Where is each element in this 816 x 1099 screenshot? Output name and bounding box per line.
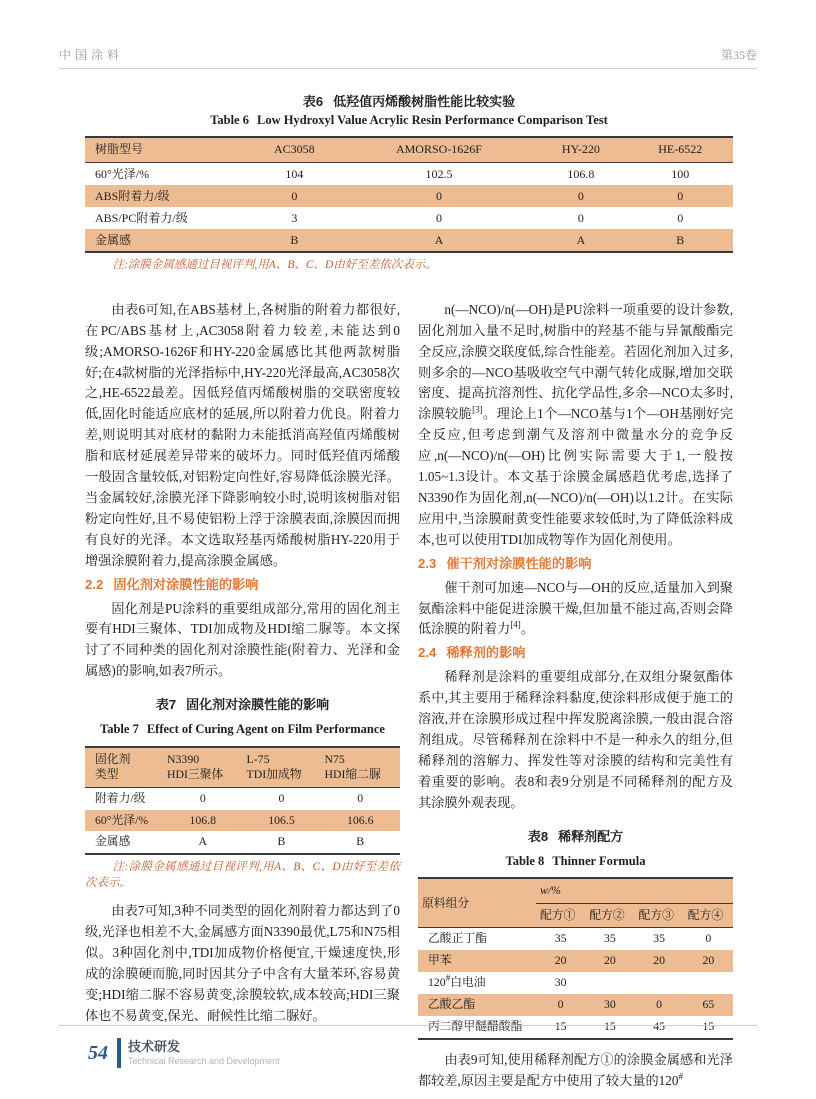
row-label: 乙酸正丁酯 — [428, 931, 487, 946]
table7-section — [85, 695, 400, 891]
table-cell: B — [277, 834, 286, 849]
section-heading-2-4: 2.4 稀释剂的影响 — [418, 645, 526, 661]
row-label: 金属感 — [95, 233, 132, 248]
body-columns — [85, 300, 733, 1092]
table6-title-zh: 表6 低羟值丙烯酸树脂性能比较实验 — [302, 94, 516, 109]
table-cell: 0 — [435, 188, 442, 203]
superscript-hash: # — [678, 1071, 683, 1082]
table-cell: A — [434, 233, 444, 248]
table-cell: 106.8 — [567, 166, 595, 181]
table-header-row — [418, 878, 733, 903]
table-header-cell: 原料组分 — [418, 878, 536, 927]
table-header-cell: 配方③ — [635, 903, 684, 927]
table-cell: A — [198, 834, 208, 849]
table-header-cell: AMORSO-1626F — [344, 137, 535, 162]
paragraph: 由表9可知,使用稀释剂配方①的涂膜金属感和光泽都较差,原因主要是配方中使用了较大量的120# — [418, 1051, 733, 1088]
table-group-header: w/% — [536, 878, 733, 903]
table-cell: 20 — [554, 953, 567, 967]
table-row — [418, 1016, 733, 1039]
footer-accent-bar — [117, 1038, 121, 1068]
row-label: 金属感 — [95, 834, 131, 849]
table8-section — [418, 827, 733, 1040]
table-row — [85, 185, 733, 207]
table-cell: 0 — [677, 188, 684, 203]
table-row — [85, 207, 733, 229]
table-cell: B — [290, 233, 299, 248]
table-row — [85, 810, 400, 832]
table-header-row — [85, 747, 400, 787]
table-cell: 0 — [357, 790, 364, 805]
table-cell — [684, 972, 733, 994]
table6-note: 注:涂膜金属感通过目视评判,用A、B、C、D由好至差依次表示。 — [112, 259, 437, 272]
citation-ref: [3] — [472, 405, 483, 415]
row-label: 120#白电油 — [428, 973, 486, 989]
table-cell: 0 — [577, 188, 584, 203]
table-header-cell: 树脂型号 — [85, 137, 245, 162]
footer-section-en: Technical Research and Development — [128, 1056, 280, 1067]
running-head — [59, 46, 757, 63]
table8-title-zh: 表8 稀释剂配方 — [527, 828, 624, 844]
table-cell: 104 — [285, 166, 304, 181]
table-cell: 0 — [557, 996, 564, 1011]
paragraph: n(—NCO)/n(—OH)是PU涂料一项重要的设计参数,固化剂加入量不足时,树脂中的羟基不能与异氰酸酯完全反应,涂膜交联度低,综合性能差。若固化剂加入过多,则多余的—NCO基吸收空气中潮气转化成脲,增加交联密度、提高抗溶剂性、抗化学品性,多余—NCO太多时,涂膜较脆[3]。理论上1个—NCO基与1个—OH基刚好完全反应,但考虑到潮气及溶剂中微量水分的竞争反应,n(—NCO)/n(—OH)比例实际需要大于1,一般按1.05~1.3设计。本文基于涂膜金属感趋优考虑,选择了N3390作为固化剂,n(—NCO)/n(—OH)以1.2计。在实际应用中,当涂膜耐黄变性能要求较低时,为了降低涂料成本,也可以使用TDI加成物等作为固化剂使用。 — [418, 301, 734, 547]
paragraph: 稀释剂是涂料的重要组成部分,在双组分聚氨酯体系中,其主要用于稀释涂料黏度,使涂料形成便于施工的溶液,并在涂膜形成过程中挥发脱离涂膜,一般由混合溶剂组成。尽管稀释剂在涂料中不是一种永久的组分,但稀释剂的溶解力、挥发性等对涂膜的结构和完美性有着重要的影响。表8和表9分别是不同稀释剂的配方及其涂膜外观表现。 — [418, 669, 733, 810]
superscript-hash: # — [445, 973, 451, 983]
table-cell: A — [576, 233, 586, 248]
table6-section — [85, 91, 733, 274]
table-cell: 3 — [291, 210, 298, 225]
table-cell: 45 — [653, 1018, 666, 1033]
table-header-cell: 配方② — [585, 903, 634, 927]
table-header-cell: AC3058 — [245, 137, 344, 162]
volume-label: 第35卷 — [720, 48, 757, 62]
table-header-cell: L-75 TDI加成物 — [243, 747, 321, 787]
table6-title-en: Table 6 Low Hydroxyl Value Acrylic Resin Performance Comparison Test — [210, 113, 608, 127]
table-cell — [585, 972, 634, 994]
table-cell: 0 — [291, 188, 298, 203]
table-header-cell: HE-6522 — [628, 137, 733, 162]
table-row — [85, 831, 400, 854]
row-label: ABS/PC附着力/级 — [95, 210, 188, 225]
header-rule — [59, 68, 757, 69]
table-row — [418, 928, 733, 950]
table8 — [418, 877, 733, 1039]
table-row — [85, 162, 733, 185]
table-cell: 0 — [278, 790, 285, 805]
paragraph: 催干剂可加速—NCO与—OH的反应,适量加入到聚氨酯涂料中能促进涂膜干燥,但加量不能过高,否则会降低涂膜的附着力[4]。 — [418, 579, 733, 637]
table-cell: 0 — [705, 931, 712, 946]
row-label: 附着力/级 — [95, 790, 146, 805]
table-cell: 15 — [702, 1018, 715, 1033]
table-cell: 0 — [656, 996, 663, 1011]
table7-note: 注:涂膜金属感通过目视评判,用A、B、C、D由好至差依次表示。 — [85, 861, 400, 889]
row-label: 60°光泽/% — [95, 812, 149, 827]
table-cell: 65 — [702, 996, 715, 1011]
table-cell: 15 — [554, 1018, 567, 1033]
table-cell: 20 — [603, 953, 616, 967]
table-row — [85, 229, 733, 252]
table-cell: B — [356, 834, 365, 849]
table-row — [418, 950, 733, 972]
table-cell: 106.8 — [189, 812, 217, 827]
table-cell — [635, 972, 684, 994]
page-number: 54 — [88, 1041, 108, 1064]
table6 — [85, 136, 733, 253]
footer-section — [128, 1040, 280, 1066]
table-cell: 0 — [577, 210, 584, 225]
table-row — [85, 787, 400, 809]
table-cell: 35 — [653, 931, 666, 946]
table-cell: 0 — [677, 210, 684, 225]
row-label: 甲苯 — [428, 953, 452, 967]
section-heading-2-3: 2.3 催干剂对涂膜性能的影响 — [418, 555, 592, 571]
section-heading-2-2: 2.2 固化剂对涂膜性能的影响 — [85, 576, 259, 592]
table-header-cell: 配方④ — [684, 903, 733, 927]
footer — [88, 1038, 280, 1068]
table-cell: 30 — [554, 974, 567, 989]
table7-title-zh: 表7 固化剂对涂膜性能的影响 — [155, 697, 330, 713]
table7-title-en: Table 7 Effect of Curing Agent on Film Performance — [100, 722, 385, 737]
table-cell: 20 — [702, 953, 715, 967]
table-cell: 102.5 — [425, 166, 453, 181]
table-cell: 15 — [603, 1018, 616, 1033]
table-cell: 106.5 — [268, 812, 295, 827]
table8-title-en: Table 8 Thinner Formula — [505, 853, 646, 868]
table7 — [85, 746, 400, 855]
table-row — [418, 994, 733, 1016]
row-label: 60°光泽/% — [95, 166, 150, 181]
table-cell: B — [676, 233, 685, 248]
table-header-cell: 配方① — [536, 903, 585, 927]
table-header-cell: N3390 HDI三聚体 — [163, 747, 243, 787]
right-column — [418, 300, 733, 1092]
table-row — [418, 972, 733, 994]
table-cell: 35 — [603, 931, 616, 946]
table-cell: 35 — [554, 931, 567, 946]
table-header-cell: N75 HDI缩二脲 — [320, 747, 400, 787]
table-header-cell: HY-220 — [534, 137, 627, 162]
paragraph: 固化剂是PU涂料的重要组成部分,常用的固化剂主要有HDI三聚体、TDI加成物及HDI缩二脲等。本文探讨了不同种类的固化剂对涂膜性能(附着力、光泽和金属感)的影响,如表7所示。 — [85, 600, 400, 679]
table-header-row — [85, 137, 733, 162]
left-column — [85, 300, 400, 1092]
journal-name: 中国涂料 — [59, 48, 124, 62]
footer-section-zh: 技术研发 — [128, 1038, 181, 1054]
footer-rule — [59, 1025, 757, 1026]
table-header-cell: 固化剂 类型 — [85, 747, 163, 787]
row-label: 乙酸乙酯 — [428, 996, 476, 1011]
paragraph: 由表6可知,在ABS基材上,各树脂的附着力都很好,在PC/ABS基材上,AC3058附着力较差,未能达到0级;AMORSO-1626F和HY-220金属感比其他两款树脂好;在4款树脂的光泽指标中,HY-220光泽最高,AC3058次之,HE-6522最差。因低羟值丙烯酸树脂的交联密度较低,固化时能适应底材的延展,所以附着力优良。附着力差,则说明其对底材的黏附力未能抵消高羟值丙烯酸树脂和底材延展差异带来的破坏力。同时低羟值丙烯酸一般固含量较低,对铝粉定向性好,容易降低涂膜光泽。当金属较好,涂膜光泽下降影响较小时,说明该树脂对铝粉定向性好,且不易使铝粉上浮于涂膜表面,涂膜因而拥有良好的光泽。本文选取羟基丙烯酸树脂HY-220用于增强涂膜附着力,提高涂膜金属感。 — [85, 301, 400, 568]
table-cell: 30 — [603, 996, 616, 1011]
table-cell: 106.6 — [346, 812, 374, 827]
paragraph: 由表7可知,3种不同类型的固化剂附着力都达到了0级,光泽也相差不大,金属感方面N3390最优,L75和N75相似。3种固化剂中,TDI加成物价格便宜,干燥速度快,形成的涂膜硬而脆,同时因其分子中含有大量苯环,容易黄变;HDI缩二脲不容易黄变,涂膜较软,成本较高;HDI三聚体也不易黄变,保光、耐候性比缩二脲好。 — [85, 903, 400, 1023]
row-label: ABS附着力/级 — [95, 188, 170, 203]
citation-ref: [4] — [510, 620, 521, 631]
table-cell: 0 — [435, 210, 442, 225]
table-cell: 0 — [199, 790, 206, 805]
row-label: 丙二醇甲醚醋酸酯 — [428, 1018, 523, 1033]
table-cell: 20 — [653, 953, 666, 967]
table-cell: 100 — [671, 166, 690, 181]
